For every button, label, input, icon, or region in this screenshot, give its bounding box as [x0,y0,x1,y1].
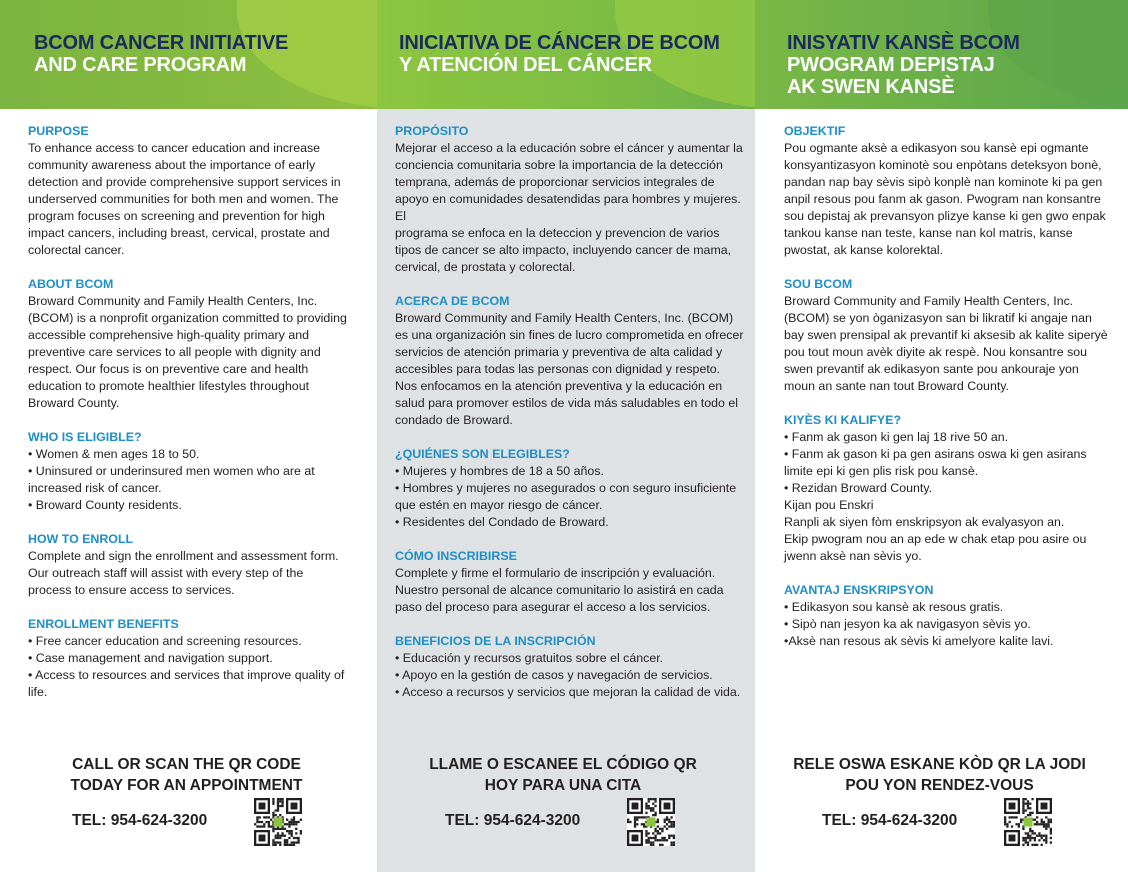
phone-number[interactable]: TEL: 954-624-3200 [445,812,581,829]
spanish-panel [377,0,755,872]
section-text: Pou ogmante aksè a edikasyon sou kansè epi ogmante konsyantizasyon kominotè sou enpòtans deteksyon bonè, pandan nap bay sèvis sipò konplè nan kominote ki pa gen anpil resous pou fanm ak gason. Pwogram nan konsantre sou depistaj ak prevansyon plizye kanse ki gen gwo enpak tankou kanse nan teste, kanse nan kol matris, kanse pwostat, ak kanse kolorektal. [784,141,1106,257]
section-text: Ekip pwogram nou an ap ede w chak etap pou asire ou jwenn aksè nan sèvis yo. [784,532,1087,563]
section-heading: BENEFICIOS DE LA INSCRIPCIÓN [395,634,596,648]
purpose-section [784,123,1110,259]
list-item: •Aksè nan resous ak sèvis ki amelyore kalite lavi. [784,634,1054,648]
english-footer [0,754,377,872]
list-item: • Mujeres y hombres de 18 a 50 años. [395,464,604,478]
call-to-action [0,754,377,796]
spanish-footer [377,754,755,872]
title-line-1: INISYATIV KANSÈ BCOM [787,32,1020,54]
enroll-heading-plain: Kijan pou Enskri [784,498,874,512]
purpose-section [395,123,749,276]
english-title [34,32,288,76]
section-text: Complete and sign the enrollment and assessment form. Our outreach staff will assist with every step of the process to ensure access to services. [28,549,339,597]
list-item: • Sipò nan jesyon ka ak navigasyon sèvis yo. [784,617,1031,631]
bullet-list [395,650,749,701]
enroll-section [28,531,350,599]
list-item: • Women & men ages 18 to 50. [28,447,200,461]
benefits-section [784,582,1110,650]
purpose-section [28,123,350,259]
section-text: Nos enfocamos en la atención preventiva y la educación en salud para promover estilos de vida más saludables en todo el condado de Broward. [395,379,739,427]
benefits-section [28,616,350,701]
list-item: • Edikasyon sou kansè ak resous gratis. [784,600,1004,614]
cta-line-1: RELE OSWA ESKANE KÒD QR LA JODI [793,756,1086,773]
about-section [395,293,749,429]
bullet-list [395,463,749,531]
section-heading: PROPÓSITO [395,124,469,138]
phone-number[interactable]: TEL: 954-624-3200 [822,812,958,829]
section-text: Ranpli ak siyen fòm enskripsyon ak evalyasyon an. [784,515,1065,529]
section-text: Broward Community and Family Health Centers, Inc. (BCOM) se yon òganizasyon san bi likratif ki angaje nan bay swen prensipal ak prevantif ki aksesib ak kalite siperyè pou tout moun avèk diyite ak respè. Nou konsantre sou swen prevantif ak edikasyon sante pou ankouraje yon moun an sante nan tout Broward County. [784,294,1108,393]
section-heading: SOU BCOM [784,277,853,291]
section-text: programa se enfoca en la deteccion y prevencion de varios tipos de cancer se alto impacto, incluyendo cancer de mama, cervical, de prostata y colorectal. [395,226,732,274]
list-item: • Fanm ak gason ki gen laj 18 rive 50 an. [784,430,1009,444]
creole-body [755,109,1128,650]
section-heading: PURPOSE [28,124,89,138]
eligible-section [784,412,1110,565]
bullet-list [784,429,1110,497]
list-item: • Rezidan Broward County. [784,481,933,495]
enroll-section [395,548,749,616]
section-heading: WHO IS ELIGIBLE? [28,430,142,444]
list-item: • Acceso a recursos y servicios que mejoran la calidad de vida. [395,685,741,699]
bullet-list [28,446,350,514]
section-text: Broward Community and Family Health Centers, Inc. (BCOM) es una organización sin fines de lucro comprometida en ofrecer servicios de atención primaria y preventiva de alta calidad y accesibles para todas las personas con dignidad y respeto. [395,311,744,376]
list-item: • Free cancer education and screening resources. [28,634,302,648]
creole-footer [755,754,1128,872]
creole-title [787,32,1020,98]
eligible-section [28,429,350,514]
list-item: • Uninsured or underinsured men women who are at increased risk of cancer. [28,464,315,495]
section-heading: HOW TO ENROLL [28,532,134,546]
section-text: Mejorar el acceso a la educación sobre el cáncer y aumentar la conciencia comunitaria sobre la importancia de la detección temprana, además de proporcionar servicios integrales de apoyo en comunidades desatendidas para hombres y mujeres. El [395,141,743,223]
bullet-list [28,633,350,701]
list-item: • Fanm ak gason ki pa gen asirans oswa ki gen asirans limite epi ki gen plis risk pou kansè. [784,447,1087,478]
spanish-header-band [377,0,755,109]
cta-line-2: HOY PARA UNA CITA [484,777,642,794]
section-heading: AVANTAJ ENSKRIPSYON [784,583,934,597]
qr-code-icon[interactable] [1004,798,1052,846]
qr-code-icon[interactable] [254,798,302,846]
title-line-2: Y ATENCIÓN DEL CÁNCER [399,54,652,76]
spanish-body [377,109,755,701]
cta-line-1: CALL OR SCAN THE QR CODE [72,756,301,773]
section-heading: ACERCA DE BCOM [395,294,510,308]
cta-line-2: POU YON RENDEZ-VOUS [845,777,1034,794]
section-text: Broward Community and Family Health Centers, Inc. (BCOM) is a nonprofit organization committed to providing accessible comprehensive high-quality primary and preventive care services to all people with dignity and respect. Our focus is on preventive care and health education to promote healthier lifestyles throughout Broward County. [28,294,347,410]
list-item: • Broward County residents. [28,498,182,512]
section-text: To enhance access to cancer education and increase community awareness about the importance of early detection and provide comprehensive support services in underserved communities for both men and women. The program focuses on screening and prevention for high impact cancers, including breast, cervical, prostate and colorectal cancer. [28,141,341,257]
title-line-1: BCOM CANCER INITIATIVE [34,32,289,54]
benefits-section [395,633,749,701]
section-heading: OBJEKTIF [784,124,846,138]
title-line-2: PWOGRAM DEPISTAJ [787,54,995,76]
about-section [784,276,1110,395]
call-to-action [751,754,1128,796]
title-line-2: AND CARE PROGRAM [34,54,247,76]
eligible-section [395,446,749,531]
phone-number[interactable]: TEL: 954-624-3200 [72,812,208,829]
list-item: • Case management and navigation support. [28,651,273,665]
creole-header-band [755,0,1128,109]
section-heading: ABOUT BCOM [28,277,114,291]
list-item: • Hombres y mujeres no asegurados o con seguro insuficiente que estén en mayor riesgo de cáncer. [395,481,737,512]
bullet-list [784,599,1110,650]
section-heading: ENROLLMENT BENEFITS [28,617,179,631]
about-section [28,276,350,412]
title-line-1: INICIATIVA DE CÁNCER DE BCOM [399,32,720,54]
list-item: • Apoyo en la gestión de casos y navegación de servicios. [395,668,713,682]
section-heading: KIYÈS KI KALIFYE? [784,413,902,427]
cta-line-2: TODAY FOR AN APPOINTMENT [70,777,303,794]
english-header-band [0,0,377,109]
english-body [0,109,377,701]
cta-line-1: LLAME O ESCANEE EL CÓDIGO QR [429,756,697,773]
section-text: Complete y firme el formulario de inscripción y evaluación. Nuestro personal de alcance comunitario lo asistirá en cada paso del proceso para asegurar el acceso a los servicios. [395,566,724,614]
creole-panel [755,0,1128,872]
list-item: • Educación y recursos gratuitos sobre el cáncer. [395,651,664,665]
section-heading: CÓMO INSCRIBIRSE [395,549,517,563]
list-item: • Residentes del Condado de Broward. [395,515,609,529]
spanish-title [399,32,720,76]
title-line-3: AK SWEN KANSÈ [787,76,955,98]
english-panel [0,0,377,872]
list-item: • Access to resources and services that improve quality of life. [28,668,345,699]
qr-code-icon[interactable] [627,798,675,846]
call-to-action [371,754,755,796]
section-heading: ¿QUIÉNES SON ELEGIBLES? [395,447,570,461]
